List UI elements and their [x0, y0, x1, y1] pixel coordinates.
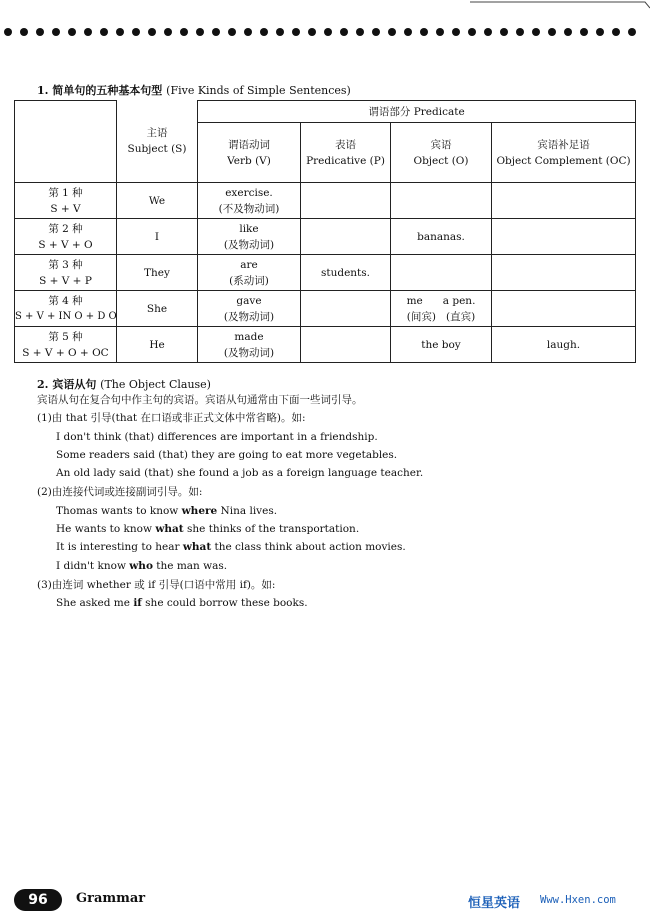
pattern-formula: S + V + O + OC: [22, 346, 109, 359]
sub1-heading: (1)由 that 引导(that 在口语或非正式文体中常省略)。如:: [37, 412, 306, 424]
connective-word: what: [155, 523, 184, 535]
table-row: [15, 291, 636, 327]
table-corner-cell: [15, 101, 117, 183]
verb-word: exercise.: [225, 186, 273, 199]
predicative-header-en: Predicative (P): [306, 154, 385, 167]
sub2-heading: (2)由连接代词或连接副词引导。如:: [37, 486, 203, 498]
object-word: the boy: [421, 338, 461, 351]
example-sentence: [56, 557, 227, 575]
predicative-cell: [301, 291, 391, 327]
complement-cell: [492, 219, 636, 255]
example-text: the man was.: [152, 560, 228, 572]
example-text: It is interesting to hear: [56, 541, 183, 553]
section1-title: 1. 简单句的五种基本句型: [37, 84, 163, 97]
verb-header-zh: 谓语动词: [228, 138, 270, 151]
predicative-cell: [301, 183, 391, 219]
complement-cell: [492, 183, 636, 219]
brand-logo-text: 恒星英语: [468, 896, 521, 911]
section2-title-en: (The Object Clause): [100, 378, 211, 391]
object-cell: [391, 327, 492, 363]
pattern-type: 第 1 种: [48, 186, 83, 199]
complement-cell: laugh.: [492, 327, 636, 363]
example-text: I didn't know: [56, 560, 130, 572]
verb-cell: [198, 219, 301, 255]
footer-title: Grammar: [76, 891, 146, 906]
complement-header-zh: 宾语补足语: [537, 138, 590, 151]
subject-cell: I: [117, 219, 198, 255]
connective-word: if: [133, 597, 142, 609]
table-row: [15, 255, 636, 291]
example-sentence: [56, 594, 308, 612]
section2-intro: 宾语从句在复合句中作主句的宾语。宾语从句通常由下面一些词引导。: [37, 394, 363, 406]
complement-cell: [492, 291, 636, 327]
section1-title-en: (Five Kinds of Simple Sentences): [166, 84, 351, 97]
subject-header-zh: 主语: [146, 127, 168, 140]
verb-note: (及物动词): [223, 310, 275, 323]
subject-cell: They: [117, 255, 198, 291]
subject-cell: He: [117, 327, 198, 363]
example-sentence: I don't think (that) differences are important in a friendship.: [56, 431, 378, 443]
object-cell: [391, 183, 492, 219]
connective-word: what: [182, 541, 212, 553]
complement-header: [492, 123, 636, 183]
object-cell: [391, 255, 492, 291]
verb-cell: [198, 291, 301, 327]
pattern-cell: [15, 183, 117, 219]
subject-cell: She: [117, 291, 198, 327]
example-text: she could borrow these books.: [141, 597, 308, 609]
object-word: me a pen.: [406, 294, 476, 307]
complement-header-en: Object Complement (OC): [496, 154, 631, 167]
pattern-type: 第 2 种: [48, 222, 83, 235]
pattern-formula: S + V + P: [39, 274, 92, 287]
pattern-type: 第 3 种: [48, 258, 83, 271]
object-note: (间宾) (直宾): [406, 310, 476, 323]
pattern-cell: [15, 327, 117, 363]
complement-cell: [492, 255, 636, 291]
example-text: Thomas wants to know: [56, 505, 182, 517]
verb-cell: [198, 327, 301, 363]
example-sentence: [56, 538, 406, 556]
example-sentence: [56, 502, 277, 520]
example-sentence: [56, 520, 359, 538]
pattern-cell: [15, 291, 117, 327]
object-header-zh: 宾语: [430, 138, 452, 151]
verb-note: (及物动词): [223, 238, 275, 251]
corner-rule: [470, 0, 650, 10]
predicative-cell: [301, 327, 391, 363]
table-row: [15, 327, 636, 363]
pattern-type: 第 5 种: [48, 330, 83, 343]
table-row: [15, 219, 636, 255]
example-sentence: Some readers said (that) they are going to eat more vegetables.: [56, 449, 398, 461]
object-header: [391, 123, 492, 183]
section1-heading: [37, 82, 351, 98]
connective-word: where: [181, 505, 218, 517]
verb-cell: [198, 255, 301, 291]
example-text: He wants to know: [56, 523, 156, 535]
predicate-group-header: 谓语部分 Predicate: [198, 101, 636, 123]
sentence-pattern-table: [14, 100, 636, 363]
predicative-header-zh: 表语: [335, 138, 356, 151]
pattern-formula: S + V + IN O + D O: [15, 310, 117, 322]
section2-heading: [37, 376, 211, 392]
verb-word: are: [240, 258, 258, 271]
verb-word: gave: [236, 294, 262, 307]
object-header-en: Object (O): [413, 154, 469, 167]
subject-cell: We: [117, 183, 198, 219]
pattern-formula: S + V: [50, 202, 81, 215]
verb-note: (不及物动词): [218, 202, 280, 215]
section2-title: 2. 宾语从句: [37, 378, 97, 391]
verb-note: (及物动词): [223, 346, 275, 359]
pattern-cell: [15, 219, 117, 255]
table-row: [15, 183, 636, 219]
verb-cell: [198, 183, 301, 219]
object-word: bananas.: [417, 230, 465, 243]
verb-note: (系动词): [229, 274, 269, 287]
example-text: the class think about action movies.: [211, 541, 406, 553]
subject-header: [117, 101, 198, 183]
verb-header-en: Verb (V): [227, 154, 271, 167]
connective-word: who: [129, 560, 153, 572]
sub3-heading: (3)由连词 whether 或 if 引导(口语中常用 if)。如:: [37, 579, 276, 591]
verb-word: made: [234, 330, 264, 343]
predicative-cell: students.: [301, 255, 391, 291]
pattern-cell: [15, 255, 117, 291]
example-text: Nina lives.: [217, 505, 278, 517]
example-text: She asked me: [56, 597, 134, 609]
example-sentence: An old lady said (that) she found a job as a foreign language teacher.: [56, 467, 424, 479]
verb-header: [198, 123, 301, 183]
pattern-type: 第 4 种: [48, 294, 83, 307]
example-text: she thinks of the transportation.: [183, 523, 360, 535]
pattern-formula: S + V + O: [38, 238, 93, 251]
subject-header-en: Subject (S): [127, 143, 187, 156]
object-cell: [391, 219, 492, 255]
predicative-header: [301, 123, 391, 183]
object-cell: [391, 291, 492, 327]
binding-dots: [0, 22, 650, 42]
verb-word: like: [239, 222, 259, 235]
predicative-cell: [301, 219, 391, 255]
brand-url: Www.Hxen.com: [540, 894, 616, 906]
page-number-badge: 96: [14, 889, 62, 911]
